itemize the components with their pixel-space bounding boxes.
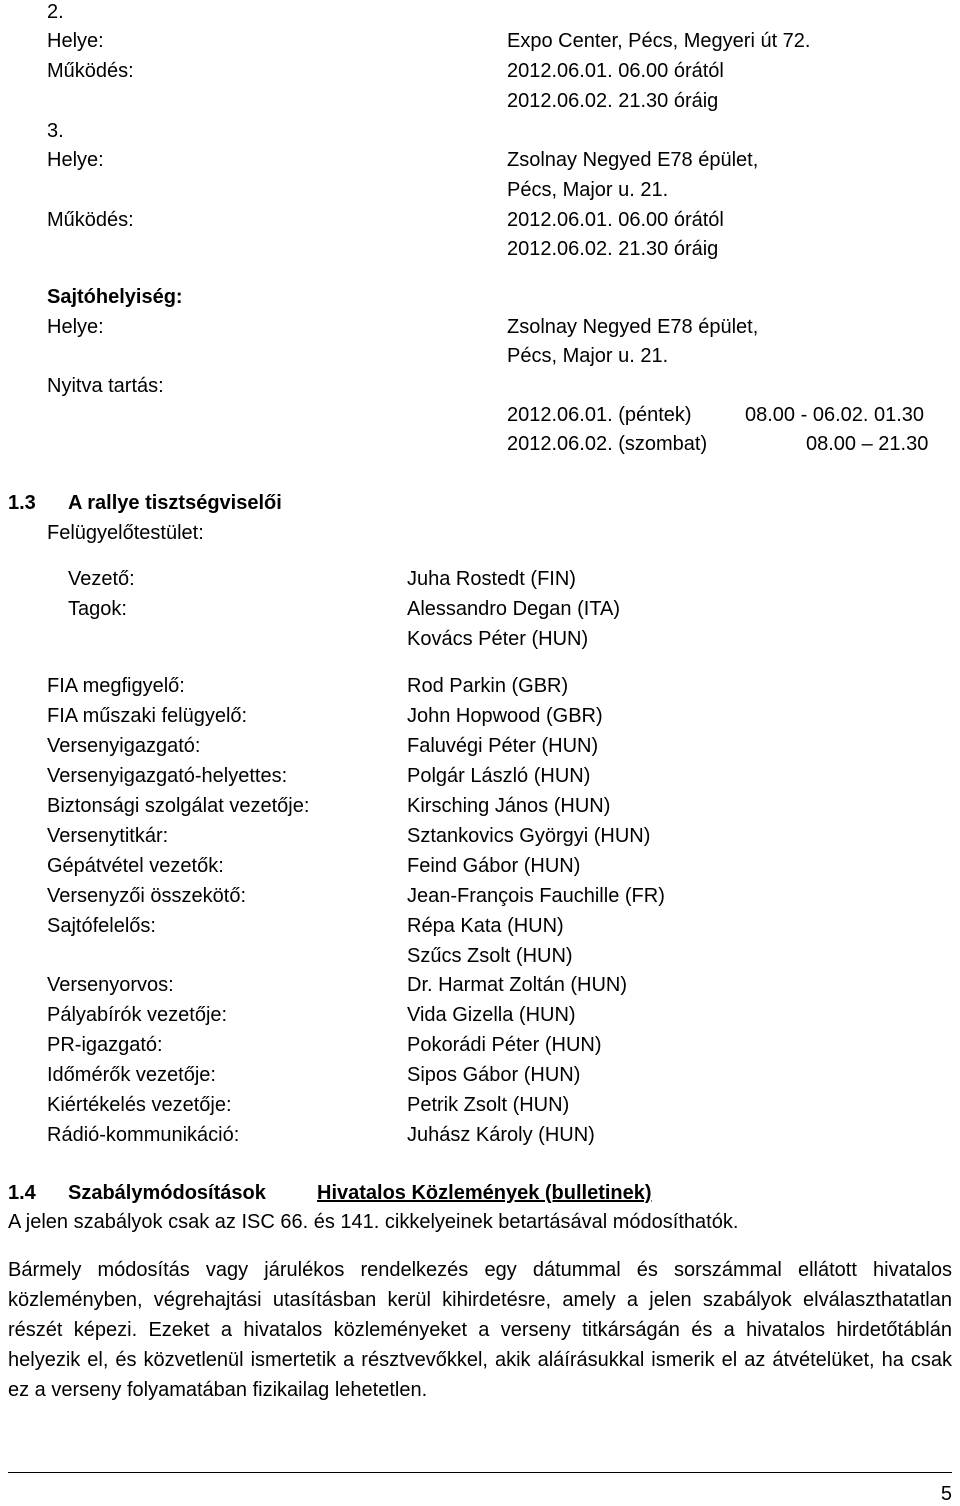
section14-line1: A jelen szabályok csak az ISC 66. és 141. cikkelyeinek betartásával módosíthatók. [8,1211,739,1233]
section14-paragraph: Bármely módosítás vagy járulékos rendelkezés egy dátummal és sorszámmal ellátott hivatalos közleményben, végrehajtási utasításban kerül kihirdetésre, amely a jelen szabályok elválaszthatatlan részét képezi. Ezeket a hivatalos közleményeket a verseny titkárságán és a hivatalos hirdetőtáblán helyezik el, és közvetlenül ismertetik a résztvevőkkel, akik aláírásukkal ismerik el az átvételüket, ha csak ez a verseny folyamatában fizikailag lehetetlen. [8,1259,952,1401]
official-role: Versenytitkár: [47,825,169,847]
official-name: Faluvégi Péter (HUN) [407,735,599,757]
official-role: FIA megfigyelő: [47,675,185,697]
official-role: Sajtófelelős: [47,915,156,937]
press-day2-time: 08.00 – 21.30 [806,433,929,455]
press-place-label: Helye: [47,316,104,338]
board-label: Felügyelőtestület: [47,522,204,544]
official-name: Pokorádi Péter (HUN) [407,1034,602,1056]
venue2-place-label: Helye: [47,30,104,52]
venue3-hours-to: 2012.06.02. 21.30 óráig [507,238,719,260]
official-role: Versenyzői összekötő: [47,885,246,907]
press-day2-date: 2012.06.02. (szombat) [507,433,708,455]
venue3-place-line1: Zsolnay Negyed E78 épület, [507,149,759,171]
official-name: Petrik Zsolt (HUN) [407,1094,570,1116]
official-role: Versenyorvos: [47,974,174,996]
official-name: Juhász Károly (HUN) [407,1124,595,1146]
official-name: Kirsching János (HUN) [407,795,611,817]
venue3-hours-label: Működés: [47,209,134,231]
section14-title-part1: Szabálymódosítások [68,1182,266,1204]
page-number: 5 [940,1483,952,1505]
press-day1-date: 2012.06.01. (péntek) [507,404,692,426]
official-name: Jean-François Fauchille (FR) [407,885,665,907]
official-role: Biztonsági szolgálat vezetője: [47,795,310,817]
venue2-number: 2. [47,1,64,23]
official-name: Vida Gizella (HUN) [407,1004,576,1026]
official-role: FIA műszaki felügyelő: [47,705,248,727]
official-name: Répa Kata (HUN) [407,915,564,937]
official-role: Kiértékelés vezetője: [47,1094,232,1116]
official-name: Dr. Harmat Zoltán (HUN) [407,974,628,996]
official-name: Szűcs Zsolt (HUN) [407,945,573,967]
venue2-hours-from: 2012.06.01. 06.00 órától [507,60,724,82]
member-item: Alessandro Degan (ITA) [407,598,621,620]
official-name: Rod Parkin (GBR) [407,675,569,697]
section13-number: 1.3 [8,492,36,514]
official-name: Feind Gábor (HUN) [407,855,581,877]
section14-number: 1.4 [8,1182,36,1204]
venue3-number: 3. [47,120,64,142]
press-day1-time: 08.00 - 06.02. 01.30 [745,404,925,426]
official-name: Polgár László (HUN) [407,765,591,787]
venue3-place-line2: Pécs, Major u. 21. [507,179,669,201]
official-name: Sztankovics Györgyi (HUN) [407,825,651,847]
member-item: Kovács Péter (HUN) [407,628,589,650]
official-role: Gépátvétel vezetők: [47,855,224,877]
official-role: Rádió-kommunikáció: [47,1124,240,1146]
section14-title-part2: Hivatalos Közlemények (bulletinek) [317,1182,652,1204]
official-role: PR-igazgató: [47,1034,163,1056]
press-place-line2: Pécs, Major u. 21. [507,345,669,367]
chair-label: Vezető: [68,568,135,590]
chair-value: Juha Rostedt (FIN) [407,568,576,590]
official-name: Sipos Gábor (HUN) [407,1064,581,1086]
venue3-hours-from: 2012.06.01. 06.00 órától [507,209,724,231]
official-role: Versenyigazgató-helyettes: [47,765,288,787]
official-name: John Hopwood (GBR) [407,705,603,727]
press-open-label: Nyitva tartás: [47,375,164,397]
press-place-line1: Zsolnay Negyed E78 épület, [507,316,759,338]
official-role: Versenyigazgató: [47,735,201,757]
section13-title: A rallye tisztségviselői [68,492,282,514]
official-role: Pályabírók vezetője: [47,1004,228,1026]
venue2-place-value: Expo Center, Pécs, Megyeri út 72. [507,30,811,52]
official-role: Időmérők vezetője: [47,1064,216,1086]
footer-rule [8,1472,952,1473]
venue2-hours-label: Működés: [47,60,134,82]
members-label: Tagok: [68,598,127,620]
venue2-hours-to: 2012.06.02. 21.30 óráig [507,90,719,112]
press-heading: Sajtóhelyiség: [47,286,183,308]
venue3-place-label: Helye: [47,149,104,171]
